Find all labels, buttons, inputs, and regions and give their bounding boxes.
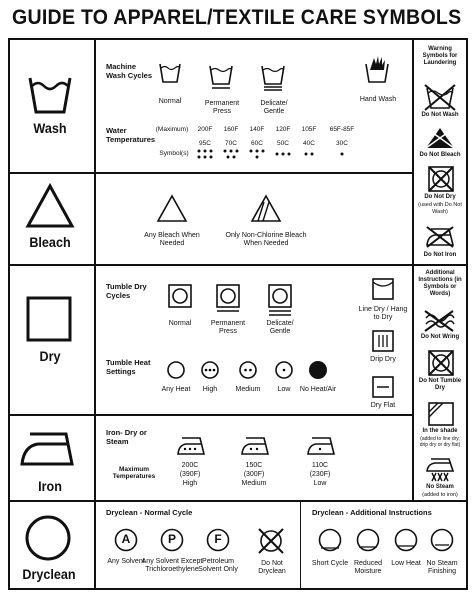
- no-steam-sub: (added to iron): [422, 492, 458, 498]
- in-the-shade-sub: (added to line dry, drip dry or dry flat): [419, 436, 461, 448]
- temp-f: 65F-85F: [329, 126, 355, 133]
- iron-label: Iron- Dry or Steam: [106, 428, 147, 446]
- tumble-delicate-icon: [268, 284, 292, 316]
- do-not-bleach-icon: [424, 126, 456, 150]
- no-steam-finishing-label: No Steam Finishing: [426, 560, 458, 575]
- dryclean-additional-label: Dryclean - Additional Instructions: [312, 508, 432, 517]
- temp-c: 95C: [199, 140, 211, 147]
- wash-delicate-label: Delicate/ Gentle: [260, 100, 288, 115]
- medium-heat-icon: [238, 360, 258, 380]
- temp-f: 120F: [275, 126, 291, 133]
- temp-c: 40C: [303, 140, 315, 147]
- temp-f: 200F: [197, 126, 213, 133]
- line-dry-icon: [372, 278, 394, 300]
- dry-flat-icon: [372, 376, 394, 398]
- dryclean-normal-label: Dryclean - Normal Cycle: [106, 508, 193, 517]
- category-bleach: Bleach: [29, 234, 71, 250]
- high-heat-icon: [200, 360, 220, 380]
- water-temperatures-label: Water Temperatures: [106, 126, 156, 144]
- do-not-bleach-label: Do Not Bleach: [419, 152, 461, 158]
- dry-flat-label: Dry Flat: [370, 402, 396, 409]
- wash-permanent-press-icon: [208, 62, 234, 88]
- no-steam-icon: [424, 456, 456, 482]
- iron-low-label: Low: [313, 480, 327, 487]
- do-not-dry-label: Do Not Dry: [424, 194, 456, 200]
- do-not-iron-label: Do Not Iron: [423, 252, 457, 258]
- additional-header: Additional Instructions (in Symbols or Words): [418, 270, 462, 297]
- hand-wash-label: Hand Wash: [359, 96, 397, 103]
- low-heat-dryclean-icon: [394, 528, 418, 552]
- temp-c: 50C: [277, 140, 289, 147]
- temp-c: 70C: [225, 140, 237, 147]
- high-heat-label: High: [202, 386, 218, 393]
- iron-high-c: 200C: [181, 462, 199, 469]
- tumble-dry-cycles-label: Tumble Dry Cycles: [106, 282, 147, 300]
- in-the-shade-label: In the shade: [422, 428, 458, 434]
- dry-icon: [26, 296, 72, 342]
- warning-header: Warning Symbols for Laundering: [422, 46, 458, 66]
- row-divider: [8, 500, 468, 502]
- temp-f: 105F: [301, 126, 317, 133]
- tumble-normal-icon: [168, 284, 192, 308]
- category-dry: Dry: [39, 348, 61, 364]
- short-cycle-icon: [318, 528, 342, 552]
- solvent-f-letter: F: [214, 532, 222, 546]
- low-heat-label: Low: [277, 386, 291, 393]
- any-bleach-icon: [156, 194, 188, 224]
- iron-medium-label: Medium: [241, 480, 267, 487]
- iron-low-f: (230F): [309, 471, 331, 478]
- tumble-heat-settings-label: Tumble Heat Settings: [106, 358, 151, 376]
- do-not-wring-icon: [422, 310, 456, 332]
- drip-dry-icon: [372, 330, 394, 352]
- bleach-icon: [26, 184, 74, 230]
- reduced-moisture-label: Reduced Moisture: [353, 560, 383, 575]
- line-dry-label: Line Dry / Hang to Dry: [358, 306, 408, 321]
- temperature-dots-icon: [194, 148, 364, 160]
- do-not-wring-label: Do Not Wring: [420, 334, 460, 340]
- do-not-dry-sub: (used with Do Not Wash): [418, 202, 462, 215]
- frame-top: [8, 38, 468, 40]
- category-divider: [94, 38, 96, 590]
- any-solvent-except-label: Any Solvent Except Trichloroethylene: [141, 558, 203, 573]
- tumble-permanent-press-icon: [216, 284, 240, 314]
- any-solvent-label: Any Solvent: [107, 558, 145, 565]
- short-cycle-label: Short Cycle: [311, 560, 349, 567]
- drip-dry-label: Drip Dry: [370, 356, 396, 363]
- iron-low-icon: [306, 436, 336, 456]
- dryclean-icon: [24, 514, 72, 562]
- iron-high-f: (390F): [179, 471, 201, 478]
- iron-high-label: High: [182, 480, 198, 487]
- frame-bottom: [8, 588, 468, 590]
- iron-medium-icon: [240, 436, 270, 456]
- iron-max-temps-label: Maximum Temperatures: [112, 466, 156, 480]
- non-chlorine-bleach-icon: [250, 194, 282, 224]
- iron-high-icon: [176, 436, 206, 456]
- low-heat-dryclean-label: Low Heat: [391, 560, 421, 567]
- no-steam-finishing-icon: [430, 528, 454, 552]
- medium-heat-label: Medium: [235, 386, 261, 393]
- low-heat-icon: [274, 360, 294, 380]
- iron-medium-c: 150C: [245, 462, 263, 469]
- do-not-wash-label: Do Not Wash: [421, 112, 459, 118]
- do-not-wash-icon: [424, 84, 456, 110]
- do-not-dryclean-icon: [258, 528, 284, 554]
- tumble-normal-label: Normal: [168, 320, 192, 327]
- wash-delicate-icon: [260, 62, 286, 92]
- row-divider: [8, 172, 414, 174]
- any-heat-label: Any Heat: [161, 386, 191, 393]
- no-heat-label: No Heat/Air: [299, 386, 337, 393]
- do-not-tumble-dry-icon: [428, 350, 454, 376]
- do-not-dry-icon: [428, 166, 454, 192]
- no-heat-icon: [308, 360, 328, 380]
- page-title: GUIDE TO APPAREL/TEXTILE CARE SYMBOLS: [12, 6, 462, 29]
- frame-right: [466, 38, 468, 590]
- tumble-permanent-press-label: Permanent Press: [210, 320, 246, 335]
- sidebar-divider: [412, 38, 414, 500]
- wash-icon: [26, 68, 74, 116]
- iron-icon: [20, 428, 76, 468]
- category-dryclean: Dryclean: [22, 566, 76, 582]
- row-divider: [8, 414, 414, 416]
- petroleum-solvent-label: Petroleum Solvent Only: [198, 558, 238, 573]
- temp-c: 30C: [336, 140, 348, 147]
- maximum-label: (Maximum): [155, 126, 189, 133]
- do-not-dryclean-label: Do Not Dryclean: [258, 560, 286, 575]
- dryclean-divider: [300, 502, 301, 588]
- hand-wash-icon: [364, 54, 390, 84]
- solvent-a-letter: A: [121, 532, 131, 546]
- reduced-moisture-icon: [356, 528, 380, 552]
- category-iron: Iron: [38, 478, 62, 494]
- no-steam-label: No Steam: [426, 484, 454, 490]
- in-the-shade-icon: [428, 402, 454, 426]
- temp-f: 160F: [223, 126, 239, 133]
- temp-f: 140F: [249, 126, 265, 133]
- do-not-iron-icon: [424, 226, 456, 248]
- any-heat-icon: [166, 360, 186, 380]
- category-wash: Wash: [33, 120, 67, 136]
- non-chlorine-bleach-label: Only Non-Chlorine Bleach When Needed: [225, 232, 307, 247]
- symbols-label: Symbol(s): [159, 150, 189, 157]
- iron-medium-f: (300F): [243, 471, 265, 478]
- wash-normal-label: Normal: [158, 98, 182, 105]
- iron-low-c: 110C: [311, 462, 329, 469]
- machine-wash-cycles-label: Machine Wash Cycles: [106, 62, 152, 80]
- tumble-delicate-label: Delicate/ Gentle: [266, 320, 294, 335]
- frame-left: [8, 38, 10, 590]
- temp-c: 60C: [251, 140, 263, 147]
- any-bleach-label: Any Bleach When Needed: [144, 232, 200, 247]
- solvent-p-letter: P: [167, 532, 176, 546]
- wash-normal-icon: [158, 60, 182, 84]
- do-not-tumble-dry-label: Do Not Tumble Dry: [418, 378, 462, 391]
- row-divider: [8, 264, 468, 266]
- wash-permanent-press-label: Permanent Press: [204, 100, 240, 115]
